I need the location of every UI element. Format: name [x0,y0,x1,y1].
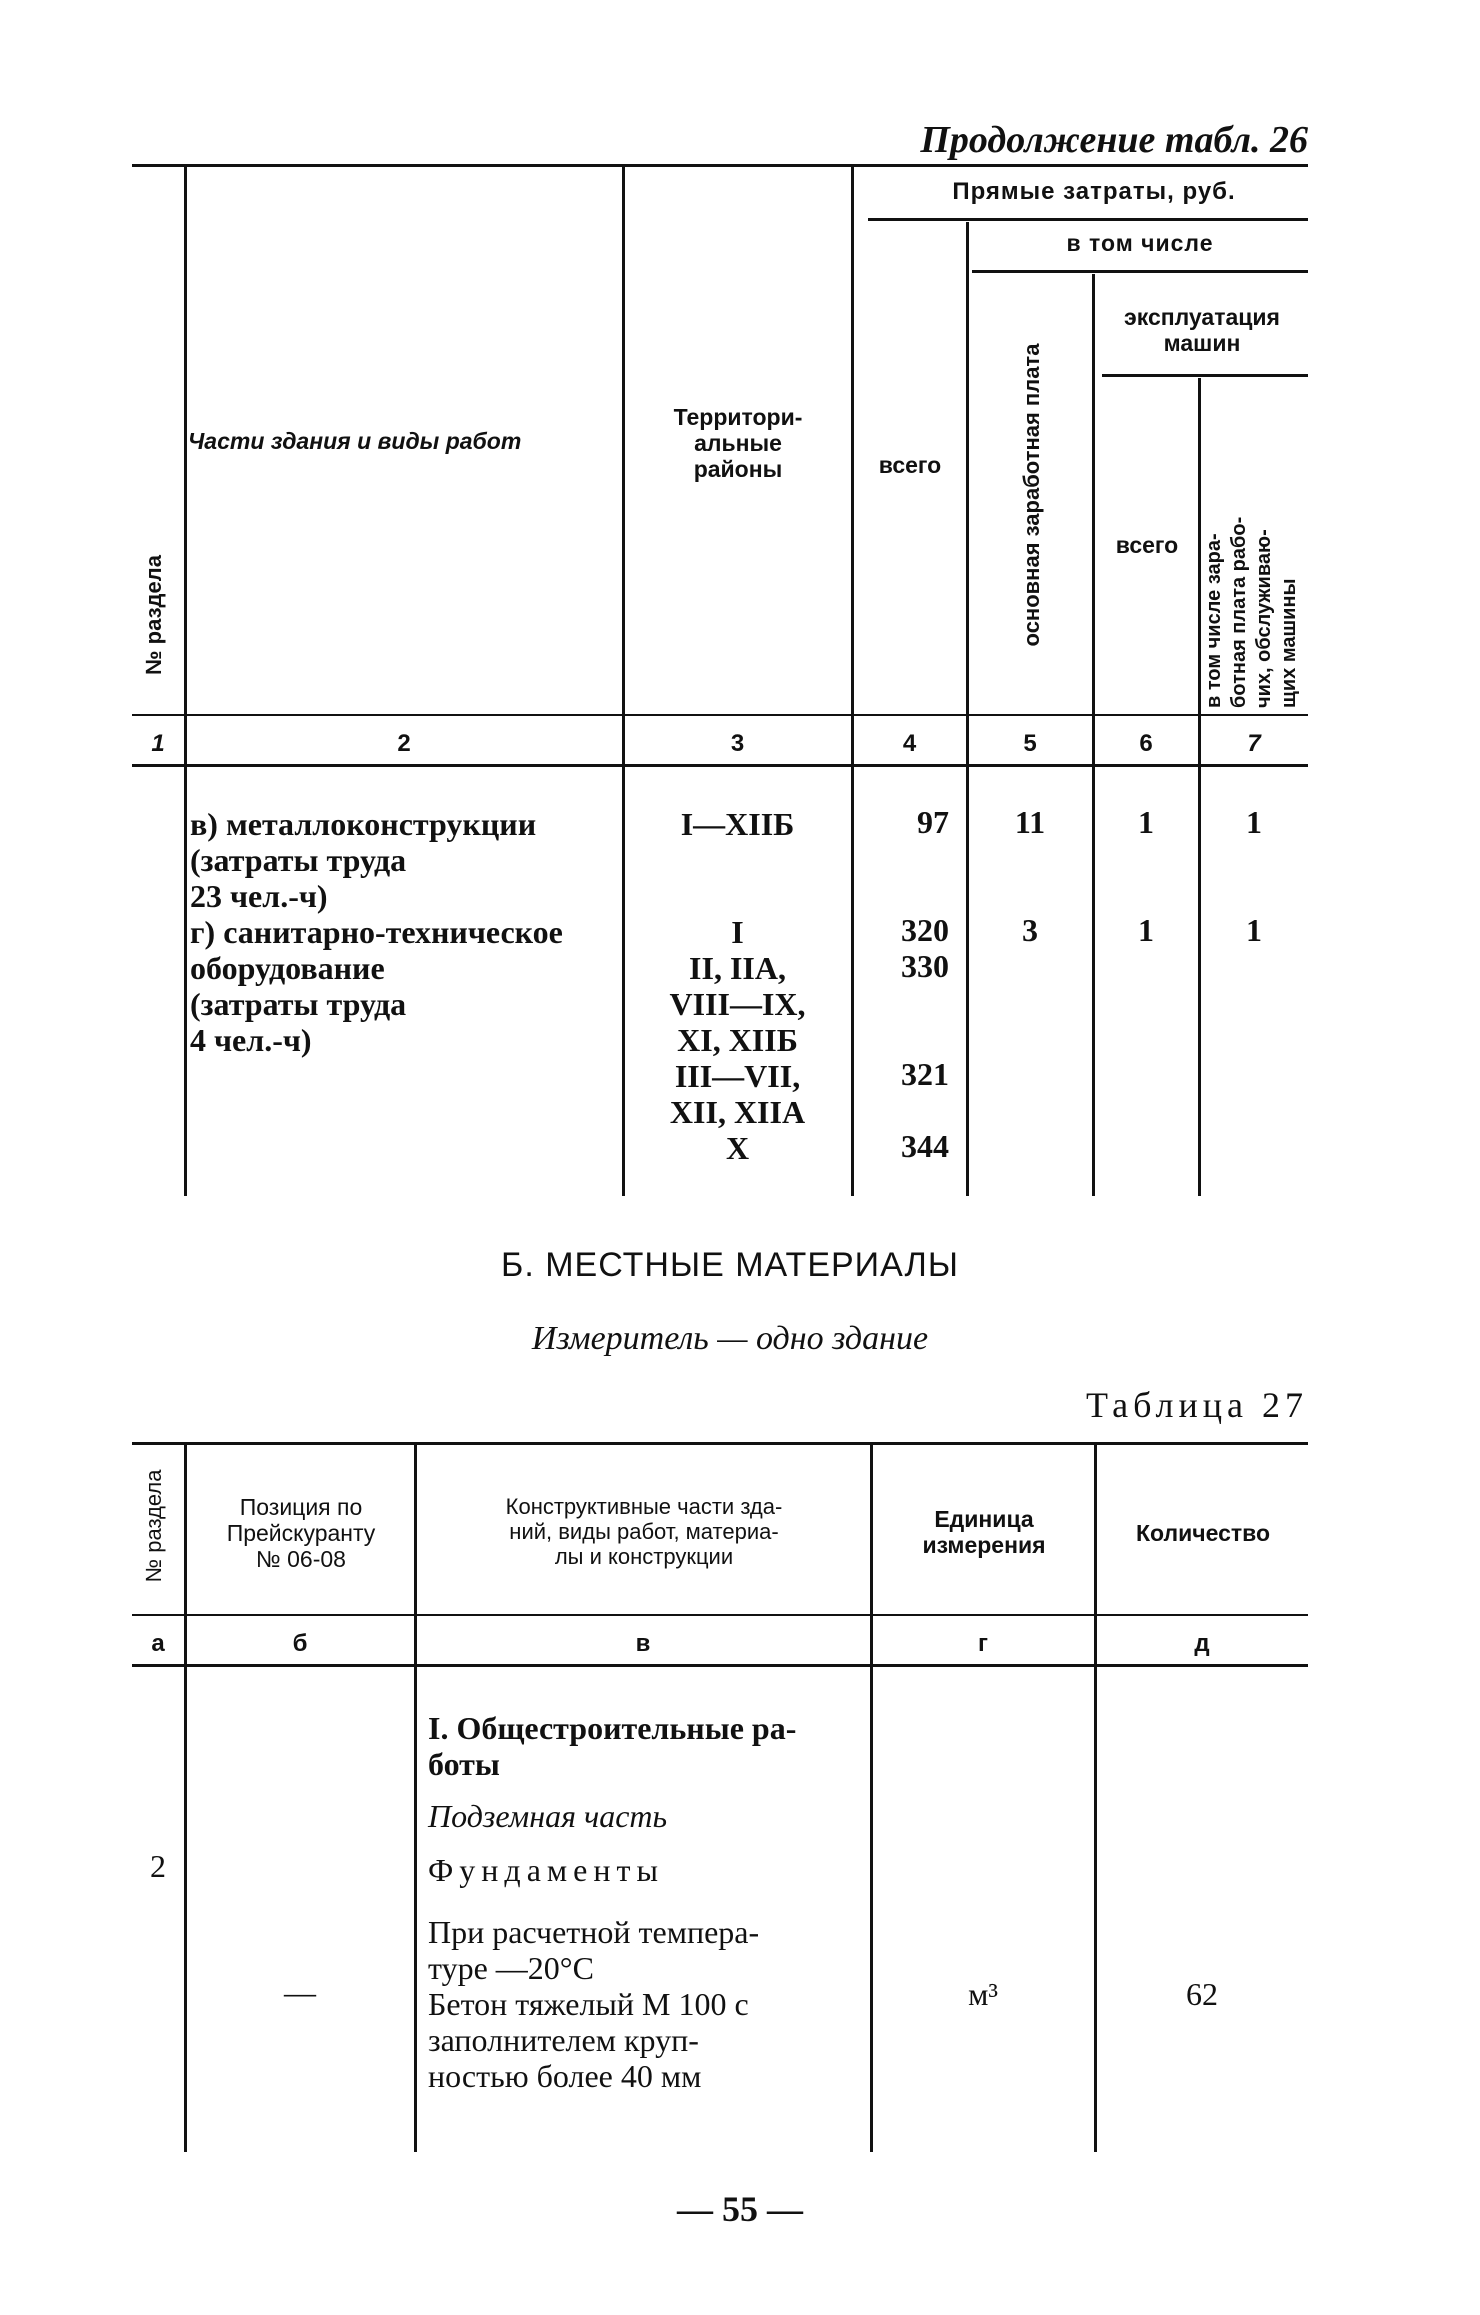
t26-row1-machines: 1 [1138,804,1154,840]
t26-header-section-no: № раздела [141,555,166,675]
table-continuation-caption: Продолжение табл. 26 [920,119,1308,161]
t26-machines-rule [1102,374,1308,377]
t26-colnum-4: 4 [902,730,917,757]
t26-direct-costs-rule [868,218,1308,221]
t26-vline-1 [184,166,187,1196]
t26-row1-incl: 1 [1246,804,1262,840]
t26-colnum-bottom-rule [132,764,1308,767]
t27-header-unit: Единица измерения [922,1506,1046,1558]
t26-colnum-2: 2 [397,730,411,757]
t27-row-unit: м³ [968,1976,998,2012]
t26-header-incl-salary: в том числе зара- ботная плата рабо- чих, обслуживаю- щих машины [1203,516,1300,708]
t26-row2-total-b: 330 [901,948,949,984]
t26-row2-salary: 3 [1022,912,1038,948]
t26-vline-4 [966,222,969,1196]
t27-row-quantity: 62 [1186,1976,1218,2012]
t27-top-rule [132,1442,1308,1445]
t26-including-rule [972,270,1308,273]
t27-vline-3 [870,1444,873,2152]
t26-colnum-3: 3 [730,730,745,757]
t27-row-section: 2 [150,1848,166,1884]
section-b-meter: Измеритель — одно здание [531,1320,929,1357]
section-b-title: Б. МЕСТНЫЕ МАТЕРИАЛЫ [501,1246,959,1284]
t27-row-foundations: Фундаменты [428,1852,664,1888]
t26-colnum-1: 1 [151,730,165,757]
t26-row2-total-a: 320 [901,912,949,948]
t26-header-regions: Территори- альные районы [673,404,803,482]
t26-row2-regions: I II, IIA, VIII—IX, XI, XIIБ III—VII, XII, XIIA X [669,914,806,1166]
t26-vline-6 [1198,378,1201,1196]
t26-row1-regions: I—XIIБ [680,806,795,842]
t26-row1-work: в) металлоконструкции (затраты труда 23 чел.-ч) [190,806,537,914]
t27-header-bottom-rule [132,1614,1308,1616]
t27-header-parts: Конструктивные части зда- ний, виды работ, материа- лы и конструкции [505,1494,783,1569]
t26-header-base-salary: основная заработная плата [1019,343,1044,647]
t26-row1-salary: 11 [1014,804,1046,840]
t27-col-a: а [151,1630,165,1657]
table-27-label: Таблица 27 [1086,1385,1308,1425]
t27-row-position: — [284,1974,316,2010]
t26-colnum-7: 7 [1247,730,1261,757]
t26-header-bottom-rule [132,714,1308,716]
t27-header-position: Позиция по Прейскуранту № 06-08 [226,1494,376,1572]
t26-header-machine-operation: эксплуатация машин [1124,304,1280,356]
t26-row2-total-d: 344 [901,1128,949,1164]
t27-header-section-no: № раздела [141,1469,166,1583]
t26-header-parts: Части здания и виды работ [188,428,522,454]
t26-row2-incl: 1 [1246,912,1262,948]
t27-vline-4 [1094,1444,1097,2152]
t27-col-g: г [978,1630,988,1657]
t26-header-total: всего [878,452,942,478]
t27-colletter-bottom-rule [132,1664,1308,1667]
t26-row2-machines: 1 [1138,912,1154,948]
t26-header-including: в том числе [1066,230,1214,256]
t27-col-v: в [635,1630,651,1657]
t26-row2-work: г) санитарно-техническое оборудование (затраты труда 4 чел.-ч) [190,914,563,1058]
t26-colnum-5: 5 [1023,730,1037,757]
t27-vline-2 [414,1444,417,2152]
t26-row1-total: 97 [917,804,949,840]
t27-header-quantity: Количество [1135,1520,1271,1546]
t27-vline-1 [184,1444,187,2152]
t27-row-description: При расчетной темпера- туре —20°C Бетон тяжелый М 100 с заполнителем круп- ностью более 40 мм [428,1914,760,2094]
t26-header-direct-costs: Прямые затраты, руб. [952,178,1236,205]
t27-row-subheading: Подземная часть [428,1798,668,1834]
t27-row-heading: I. Общестроительные ра- боты [428,1710,797,1782]
t26-colnum-6: 6 [1139,730,1153,757]
t26-vline-3 [851,166,854,1196]
t26-row2-total-c: 321 [901,1056,949,1092]
t27-col-b: б [292,1630,308,1657]
t26-top-rule [132,164,1308,167]
page-number: — 55 — [677,2189,803,2229]
t27-col-d: д [1194,1630,1210,1657]
t26-header-machine-total: всего [1115,532,1179,558]
